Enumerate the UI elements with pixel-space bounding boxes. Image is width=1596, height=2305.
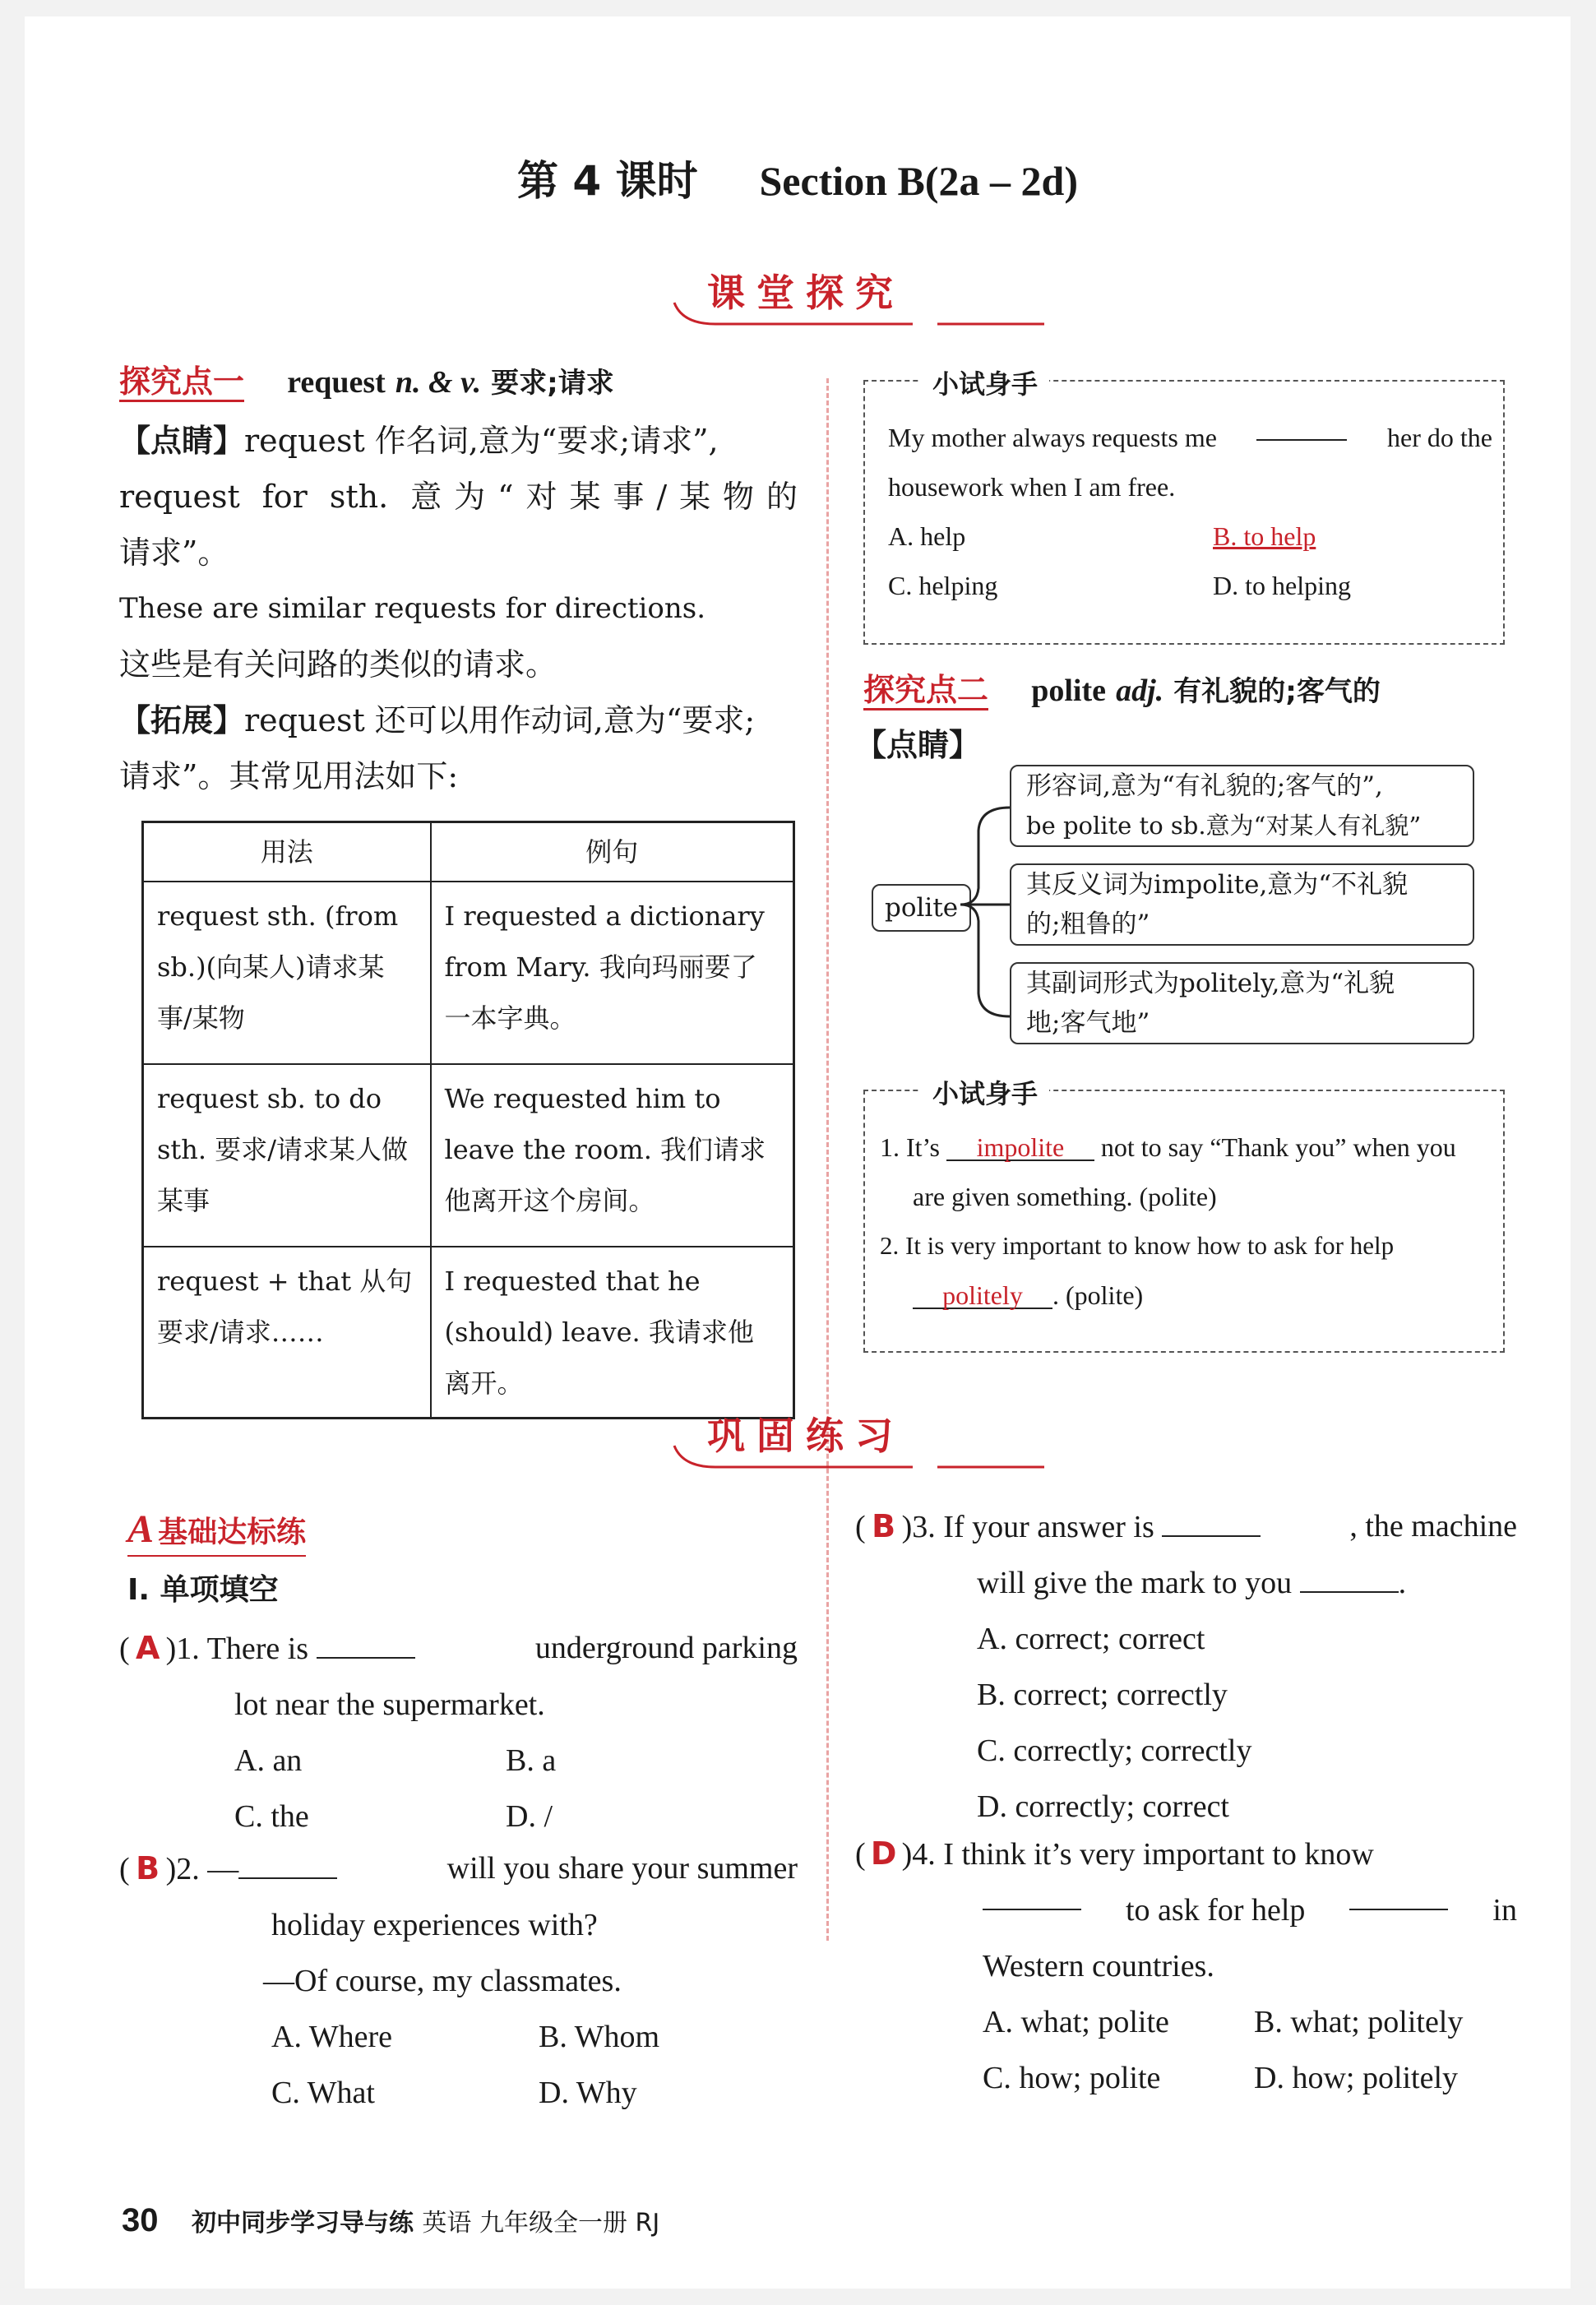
question-4: ( D )4. I think it’s very important to know to ask for help in Western countries. A. what; polite B. what; politely C. how; polite D. how; politely — [855, 1826, 1517, 2106]
section-banner-practice: 巩固练习 — [707, 1414, 904, 1458]
try1-blank[interactable] — [1256, 413, 1347, 441]
q4-blank-1[interactable] — [983, 1882, 1081, 1910]
try2-q1-blank[interactable]: impolite — [946, 1133, 1094, 1161]
table-row: request + that 从句 要求/请求…… I requested that he (should) leave. 我请求他离开。 — [143, 1247, 794, 1419]
try1-option-a: A. help — [888, 521, 966, 551]
q2-answer[interactable]: B — [136, 1850, 160, 1886]
section-banner-underline — [666, 296, 1052, 329]
usage-table — [141, 821, 795, 1419]
table-row: request sth. (from sb.)(向某人)请求某事/某物 I requested a dictionary from Mary. 我向玛丽要了一本字典。 — [143, 882, 794, 1064]
q3-blank-1[interactable] — [1162, 1509, 1261, 1537]
point1-heading: 探究点一 request n. & v. 要求;请求 — [119, 354, 614, 411]
mindmap-branch-3: 其副词形式为politely,意为“礼貌 地;客气地” — [1010, 962, 1474, 1044]
point1-label: 探究点一 — [119, 363, 244, 402]
q2-blank[interactable] — [238, 1851, 337, 1879]
try-box-1-title: 小试身手 — [921, 363, 1049, 401]
try1-option-d: D. to helping — [1213, 571, 1351, 600]
lesson-title: 第 4 课时 Section B(2a – 2d) — [517, 157, 1078, 205]
q3-answer[interactable]: B — [872, 1508, 896, 1544]
part-title: Ⅰ. 单项填空 — [127, 1573, 279, 1607]
point2-dianjing: 【点睛】 — [855, 726, 981, 763]
try1-option-b: B. to help — [1213, 521, 1316, 551]
q1-answer[interactable]: A — [135, 1630, 160, 1666]
table-header-row: 用法 例句 — [143, 822, 794, 882]
q1-blank[interactable] — [317, 1631, 415, 1659]
page-footer: 30 初中同步学习导与练 英语 九年级全一册 RJ — [122, 2202, 660, 2238]
try-box-1-content: My mother always requests me her do the housework when I am free. A. help B. to help C. helping D. to helping — [888, 413, 1492, 610]
point2-label: 探究点二 — [863, 672, 988, 710]
page — [25, 16, 1571, 2289]
try-box-2-content: 1. It’s impolite not to say “Thank you” when you are given something. (polite) 2. It is very important to know how to ask for help politely . (polite) — [880, 1132, 1456, 1310]
mindmap-branch-2: 其反义词为impolite,意为“不礼貌 的;粗鲁的” — [1010, 863, 1474, 946]
q4-blank-2[interactable] — [1349, 1882, 1448, 1910]
try-box-2-title: 小试身手 — [921, 1073, 1049, 1111]
mindmap-root: polite — [872, 884, 971, 932]
q4-answer[interactable]: D — [870, 1835, 897, 1872]
mindmap-branch-1: 形容词,意为“有礼貌的;客气的”, be polite to sb.意为“对某人有礼貌” — [1010, 765, 1474, 847]
level-a-icon: A — [127, 1507, 155, 1551]
section-banner-classroom: 课堂探究 — [707, 271, 904, 315]
column-divider — [826, 378, 829, 1941]
question-2: ( B )2. — will you share your summer holiday experiences with? —Of course, my classmates. A. Where B. Whom C. What D. Why — [119, 1840, 798, 2121]
question-1: ( A )1. There is underground parking lot near the supermarket. A. an B. a C. the D. / — [119, 1620, 798, 1844]
section-banner-underline — [666, 1439, 1052, 1472]
point1-body: 【点睛】request 作名词,意为“要求;请求”, request for sth. 意为“对某事/某物的 请求”。 These are similar requests for directions. 这些是有关问路的类似的请求。 【拓展】request 还可以用作动词,意为“要求; 请求”。其常见用法如下: — [119, 422, 798, 794]
q3-blank-2[interactable] — [1300, 1565, 1399, 1593]
try1-option-c: C. helping — [888, 571, 998, 600]
try2-q2-blank[interactable]: politely — [913, 1281, 1052, 1309]
table-row: request sb. to do sth. 要求/请求某人做某事 We requested him to leave the room. 我们请求他离开这个房间。 — [143, 1064, 794, 1247]
page-number: 30 — [122, 2202, 159, 2238]
question-3: ( B )3. If your answer is , the machine will give the mark to you . A. correct; correct B. correct; correctly C. correctly; correctly D. correctly; correct — [855, 1498, 1517, 1835]
point2-heading: 探究点二 polite adj. 有礼貌的;客气的 — [863, 662, 1381, 720]
level-header: A 基础达标练 — [127, 1507, 306, 1557]
